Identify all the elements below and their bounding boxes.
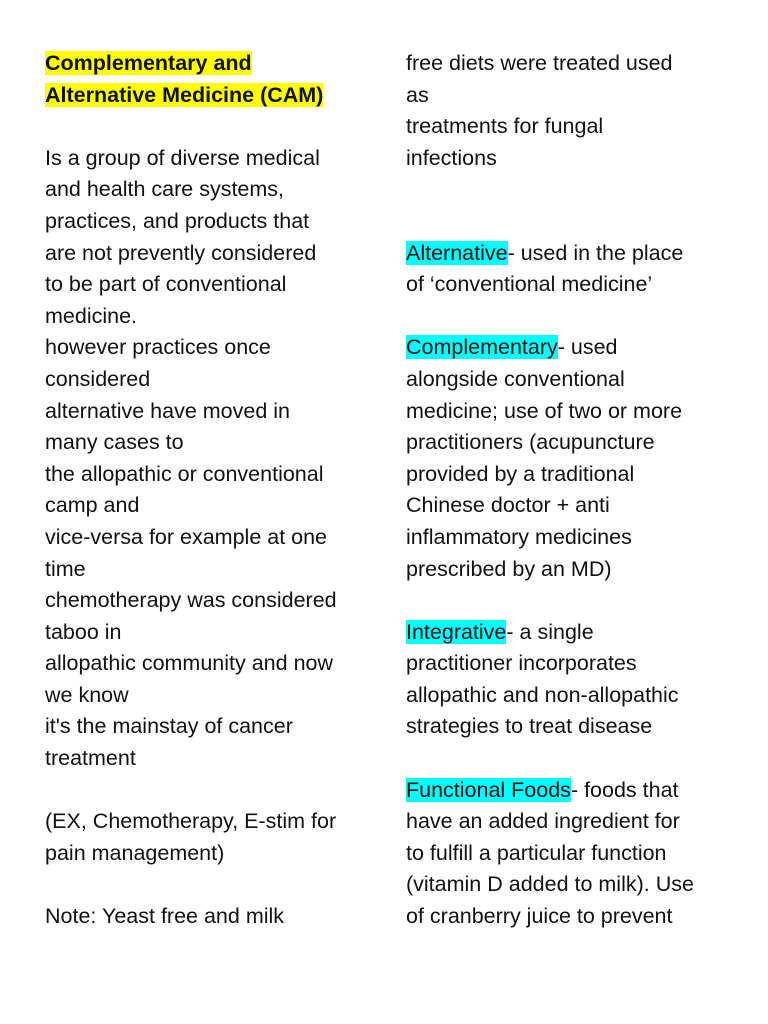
definition-line: to be part of conventional [45,272,287,297]
definition-line: are not prevently considered [45,240,317,265]
note-line: Note: Yeast free and milk [45,904,285,929]
integrative-definition [406,617,736,649]
complementary-first-line: - used [557,335,618,360]
complementary-line: inflammatory medicines [406,524,632,549]
definition-line: medicine. [45,303,138,328]
integrative-line: practitioner incorporates [406,651,637,676]
definition-line: Is a group of diverse medical [45,145,320,170]
continuation-line: treatments for fungal [406,114,604,139]
alternative-term: Alternative [406,240,508,265]
definition-line: alternative have moved in [45,398,291,423]
complementary-line: Chinese doctor + anti [406,493,610,518]
complementary-line: practitioners (acupuncture [406,430,655,455]
definition-line: it's the mainstay of cancer [45,714,293,739]
title-highlight: Alternative Medicine (CAM) [45,82,324,107]
complementary-line: medicine; use of two or more [406,398,683,423]
definition-line: many cases to [45,430,184,455]
continuation-line: infections [406,145,497,170]
complementary-line: alongside conventional [406,366,625,391]
definition-line: allopathic community and now [45,651,334,676]
functional-foods-first-line: - foods that [570,777,679,802]
definition-line: we know [45,682,129,707]
title-line [45,80,375,112]
definition-line: however practices once [45,335,271,360]
definition-line: chemotherapy was considered [45,588,337,613]
definition-line: considered [45,366,151,391]
definition-line: the allopathic or conventional [45,461,324,486]
functional-foods-line: have an added ingredient for [406,809,680,834]
title-highlight: Complementary and [45,51,252,75]
functional-foods-line: (vitamin D added to milk). Use [406,872,694,897]
integrative-line: allopathic and non-allopathic [406,682,679,707]
complementary-line: prescribed by an MD) [406,556,612,581]
integrative-first-line: - a single [506,619,594,644]
integrative-line: strategies to treat disease [406,714,653,739]
continuation-line: free diets were treated used [406,51,673,75]
definition-line: vice-versa for example at one [45,524,328,549]
alternative-line: of ‘conventional medicine’ [406,272,653,297]
alternative-first-line: - used in the place [507,240,684,265]
definition-line: time [45,556,86,581]
example-line: pain management) [45,840,225,865]
definition-line: camp and [45,493,140,518]
functional-foods-line: of cranberry juice to prevent [406,904,673,929]
right-column [406,48,736,933]
integrative-term: Integrative [406,619,507,644]
definition-line: practices, and products that [45,208,310,233]
functional-foods-line: to fulfill a particular function [406,840,667,865]
title-line [45,48,375,80]
complementary-term: Complementary [406,335,558,360]
functional-foods-definition [406,775,736,807]
definition-line: taboo in [45,619,122,644]
complementary-definition [406,332,736,364]
complementary-line: provided by a traditional [406,461,635,486]
alternative-definition [406,238,736,270]
definition-line: treatment [45,746,136,771]
functional-foods-term: Functional Foods [406,777,571,802]
continuation-line: as [406,82,429,107]
definition-line: and health care systems, [45,177,285,202]
example-line: (EX, Chemotherapy, E-stim for [45,809,337,834]
left-column [45,48,375,933]
